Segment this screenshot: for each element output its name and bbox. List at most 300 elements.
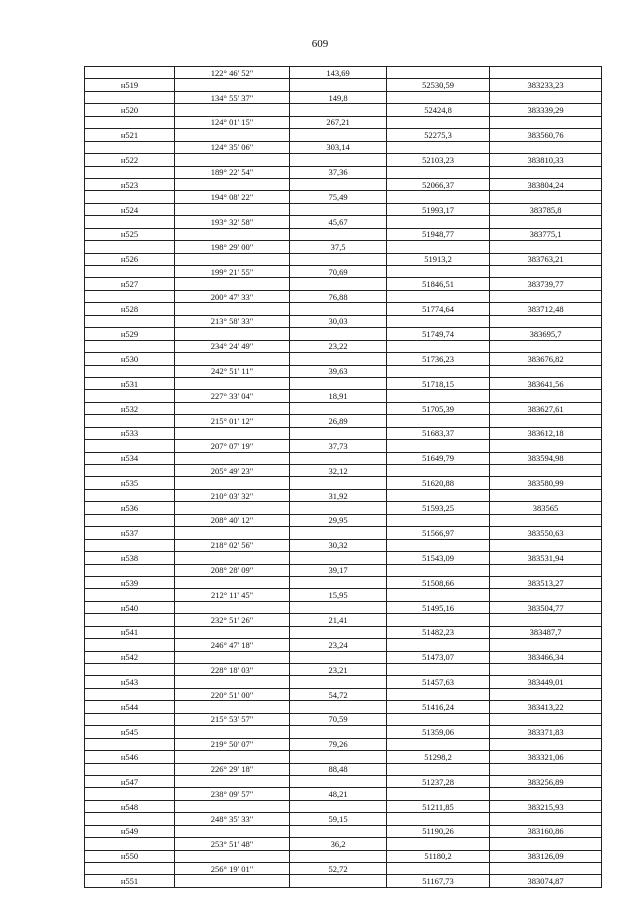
y-coordinate-cell: 383612,18 [490, 427, 602, 439]
y-coordinate-cell: 383627,61 [490, 402, 602, 414]
direction-angle-cell: 208° 28' 09" [175, 564, 290, 576]
direction-angle-cell: 219° 50' 07" [175, 738, 290, 750]
empty-cell [85, 738, 175, 750]
direction-angle-cell: 248° 35' 33" [175, 813, 290, 825]
distance-cell: 37,5 [290, 241, 387, 253]
y-coordinate-cell: 383641,56 [490, 377, 602, 389]
distance-cell: 23,22 [290, 340, 387, 352]
empty-cell [85, 639, 175, 651]
empty-cell [490, 290, 602, 302]
x-coordinate-cell: 51543,09 [387, 552, 490, 564]
empty-cell [175, 228, 290, 240]
empty-cell [387, 166, 490, 178]
empty-cell [290, 651, 387, 663]
segment-row [85, 738, 602, 750]
empty-cell [490, 813, 602, 825]
empty-cell [387, 713, 490, 725]
segment-row [85, 365, 602, 377]
y-coordinate-cell: 383775,1 [490, 228, 602, 240]
x-coordinate-cell: 52066,37 [387, 178, 490, 190]
segment-row [85, 141, 602, 153]
point-name-cell: н547 [85, 775, 175, 787]
direction-angle-cell: 228° 18' 03" [175, 664, 290, 676]
empty-cell [387, 340, 490, 352]
empty-cell [290, 129, 387, 141]
distance-cell: 303,14 [290, 141, 387, 153]
point-row [85, 601, 602, 613]
empty-cell [85, 266, 175, 278]
point-name-cell: н522 [85, 154, 175, 166]
point-name-cell: н523 [85, 178, 175, 190]
direction-angle-cell: 238° 09' 57" [175, 788, 290, 800]
point-name-cell: н550 [85, 850, 175, 862]
x-coordinate-cell: 51211,85 [387, 800, 490, 812]
empty-cell [290, 676, 387, 688]
point-name-cell: н534 [85, 452, 175, 464]
empty-cell [490, 415, 602, 427]
point-row [85, 353, 602, 365]
empty-cell [290, 203, 387, 215]
point-name-cell: н541 [85, 626, 175, 638]
y-coordinate-cell: 383160,86 [490, 825, 602, 837]
empty-cell [175, 601, 290, 613]
point-name-cell: н519 [85, 79, 175, 91]
empty-cell [387, 67, 490, 79]
point-name-cell: н549 [85, 825, 175, 837]
point-name-cell: н524 [85, 203, 175, 215]
empty-cell [387, 141, 490, 153]
y-coordinate-cell: 383810,33 [490, 154, 602, 166]
direction-angle-cell: 213° 58' 33" [175, 315, 290, 327]
empty-cell [175, 477, 290, 489]
direction-angle-cell: 134° 55' 37" [175, 91, 290, 103]
empty-cell [290, 601, 387, 613]
x-coordinate-cell: 51416,24 [387, 701, 490, 713]
empty-cell [290, 154, 387, 166]
empty-cell [387, 290, 490, 302]
y-coordinate-cell: 383215,93 [490, 800, 602, 812]
empty-cell [387, 813, 490, 825]
point-name-cell: н535 [85, 477, 175, 489]
empty-cell [290, 875, 387, 887]
point-name-cell: н529 [85, 328, 175, 340]
point-name-cell: н538 [85, 552, 175, 564]
empty-cell [387, 365, 490, 377]
y-coordinate-cell: 383785,8 [490, 203, 602, 215]
distance-cell: 70,59 [290, 713, 387, 725]
x-coordinate-cell: 51566,97 [387, 527, 490, 539]
segment-row [85, 614, 602, 626]
distance-cell: 21,41 [290, 614, 387, 626]
segment-row [85, 216, 602, 228]
segment-row [85, 838, 602, 850]
point-name-cell: н532 [85, 402, 175, 414]
distance-cell: 37,36 [290, 166, 387, 178]
distance-cell: 30,03 [290, 315, 387, 327]
point-name-cell: н544 [85, 701, 175, 713]
x-coordinate-cell: 51683,37 [387, 427, 490, 439]
empty-cell [175, 626, 290, 638]
x-coordinate-cell: 51495,16 [387, 601, 490, 613]
y-coordinate-cell: 383594,98 [490, 452, 602, 464]
point-name-cell: н540 [85, 601, 175, 613]
point-row [85, 178, 602, 190]
direction-angle-cell: 205° 49' 23" [175, 465, 290, 477]
empty-cell [387, 639, 490, 651]
direction-angle-cell: 242° 51' 11" [175, 365, 290, 377]
empty-cell [290, 104, 387, 116]
empty-cell [490, 340, 602, 352]
segment-row [85, 116, 602, 128]
point-name-cell: н539 [85, 576, 175, 588]
x-coordinate-cell: 51993,17 [387, 203, 490, 215]
empty-cell [387, 838, 490, 850]
empty-cell [290, 800, 387, 812]
empty-cell [290, 626, 387, 638]
point-row [85, 377, 602, 389]
segment-row [85, 688, 602, 700]
empty-cell [490, 315, 602, 327]
empty-cell [290, 452, 387, 464]
empty-cell [490, 67, 602, 79]
direction-angle-cell: 124° 01' 15" [175, 116, 290, 128]
point-row [85, 850, 602, 862]
distance-cell: 75,49 [290, 191, 387, 203]
segment-row [85, 166, 602, 178]
empty-cell [490, 639, 602, 651]
empty-cell [175, 800, 290, 812]
empty-cell [85, 91, 175, 103]
distance-cell: 267,21 [290, 116, 387, 128]
distance-cell: 88,48 [290, 763, 387, 775]
segment-row [85, 440, 602, 452]
y-coordinate-cell: 383256,89 [490, 775, 602, 787]
empty-cell [85, 514, 175, 526]
point-row [85, 278, 602, 290]
segment-row [85, 863, 602, 875]
empty-cell [175, 178, 290, 190]
point-name-cell: н536 [85, 502, 175, 514]
direction-angle-cell: 124° 35' 06" [175, 141, 290, 153]
direction-angle-cell: 234° 24' 49" [175, 340, 290, 352]
empty-cell [85, 315, 175, 327]
empty-cell [175, 751, 290, 763]
point-name-cell: н520 [85, 104, 175, 116]
empty-cell [290, 751, 387, 763]
empty-cell [290, 427, 387, 439]
direction-angle-cell: 256° 19' 01" [175, 863, 290, 875]
direction-angle-cell: 200° 47' 33" [175, 290, 290, 302]
empty-cell [490, 788, 602, 800]
empty-cell [175, 402, 290, 414]
direction-angle-cell: 189° 22' 54" [175, 166, 290, 178]
x-coordinate-cell: 51913,2 [387, 253, 490, 265]
y-coordinate-cell: 383804,24 [490, 178, 602, 190]
empty-cell [85, 664, 175, 676]
segment-row [85, 664, 602, 676]
segment-row [85, 564, 602, 576]
point-name-cell: н521 [85, 129, 175, 141]
empty-cell [85, 713, 175, 725]
point-row [85, 79, 602, 91]
empty-cell [490, 763, 602, 775]
empty-cell [490, 738, 602, 750]
distance-cell: 39,17 [290, 564, 387, 576]
empty-cell [175, 353, 290, 365]
empty-cell [175, 377, 290, 389]
empty-cell [175, 328, 290, 340]
direction-angle-cell: 218° 02' 56" [175, 539, 290, 551]
empty-cell [490, 91, 602, 103]
distance-cell: 70,69 [290, 266, 387, 278]
distance-cell: 15,95 [290, 589, 387, 601]
segment-row [85, 390, 602, 402]
empty-cell [290, 552, 387, 564]
distance-cell: 54,72 [290, 688, 387, 700]
empty-cell [290, 477, 387, 489]
distance-cell: 36,2 [290, 838, 387, 850]
empty-cell [490, 365, 602, 377]
empty-cell [175, 552, 290, 564]
segment-row [85, 589, 602, 601]
empty-cell [85, 838, 175, 850]
empty-cell [175, 104, 290, 116]
direction-angle-cell: 215° 53' 57" [175, 713, 290, 725]
empty-cell [175, 875, 290, 887]
empty-cell [175, 427, 290, 439]
empty-cell [387, 440, 490, 452]
point-name-cell: н531 [85, 377, 175, 389]
empty-cell [85, 788, 175, 800]
segment-row [85, 315, 602, 327]
segment-row [85, 340, 602, 352]
empty-cell [290, 402, 387, 414]
point-name-cell: н528 [85, 303, 175, 315]
point-name-cell: н546 [85, 751, 175, 763]
point-name-cell: н542 [85, 651, 175, 663]
empty-cell [290, 278, 387, 290]
direction-angle-cell: 246° 47' 18" [175, 639, 290, 651]
empty-cell [387, 863, 490, 875]
empty-cell [490, 489, 602, 501]
x-coordinate-cell: 51749,74 [387, 328, 490, 340]
empty-cell [490, 216, 602, 228]
direction-angle-cell: 227° 33' 04" [175, 390, 290, 402]
x-coordinate-cell: 51190,26 [387, 825, 490, 837]
empty-cell [387, 415, 490, 427]
x-coordinate-cell: 51705,39 [387, 402, 490, 414]
x-coordinate-cell: 51774,64 [387, 303, 490, 315]
segment-row [85, 788, 602, 800]
empty-cell [290, 701, 387, 713]
empty-cell [175, 576, 290, 588]
empty-cell [85, 863, 175, 875]
x-coordinate-cell: 51948,77 [387, 228, 490, 240]
empty-cell [85, 614, 175, 626]
y-coordinate-cell: 383763,21 [490, 253, 602, 265]
empty-cell [290, 303, 387, 315]
empty-cell [387, 664, 490, 676]
empty-cell [387, 191, 490, 203]
distance-cell: 32,12 [290, 465, 387, 477]
direction-angle-cell: 193° 32' 58" [175, 216, 290, 228]
empty-cell [85, 290, 175, 302]
empty-cell [85, 191, 175, 203]
empty-cell [175, 775, 290, 787]
distance-cell: 143,69 [290, 67, 387, 79]
point-row [85, 751, 602, 763]
coordinates-table [84, 66, 602, 888]
point-name-cell: н545 [85, 726, 175, 738]
point-row [85, 129, 602, 141]
point-name-cell: н533 [85, 427, 175, 439]
empty-cell [387, 688, 490, 700]
empty-cell [290, 775, 387, 787]
x-coordinate-cell: 51237,28 [387, 775, 490, 787]
empty-cell [387, 589, 490, 601]
segment-row [85, 191, 602, 203]
y-coordinate-cell: 383487,7 [490, 626, 602, 638]
empty-cell [290, 825, 387, 837]
empty-cell [290, 253, 387, 265]
direction-angle-cell: 208° 40' 12" [175, 514, 290, 526]
direction-angle-cell: 220° 51' 00" [175, 688, 290, 700]
empty-cell [490, 390, 602, 402]
empty-cell [387, 266, 490, 278]
empty-cell [290, 79, 387, 91]
x-coordinate-cell: 52530,59 [387, 79, 490, 91]
x-coordinate-cell: 51508,66 [387, 576, 490, 588]
y-coordinate-cell: 383531,94 [490, 552, 602, 564]
x-coordinate-cell: 51359,06 [387, 726, 490, 738]
x-coordinate-cell: 52424,8 [387, 104, 490, 116]
point-row [85, 502, 602, 514]
empty-cell [85, 166, 175, 178]
distance-cell: 23,24 [290, 639, 387, 651]
distance-cell: 45,67 [290, 216, 387, 228]
empty-cell [85, 141, 175, 153]
empty-cell [85, 688, 175, 700]
distance-cell: 30,32 [290, 539, 387, 551]
empty-cell [85, 539, 175, 551]
empty-cell [85, 440, 175, 452]
page-number: 609 [311, 38, 329, 50]
empty-cell [85, 589, 175, 601]
empty-cell [85, 216, 175, 228]
x-coordinate-cell: 52103,23 [387, 154, 490, 166]
point-row [85, 253, 602, 265]
direction-angle-cell: 210° 03' 32" [175, 489, 290, 501]
empty-cell [387, 315, 490, 327]
empty-cell [387, 116, 490, 128]
empty-cell [490, 465, 602, 477]
segment-row [85, 465, 602, 477]
segment-row [85, 514, 602, 526]
coordinates-table-body [85, 67, 602, 888]
distance-cell: 18,91 [290, 390, 387, 402]
empty-cell [175, 651, 290, 663]
y-coordinate-cell: 383695,7 [490, 328, 602, 340]
distance-cell: 79,26 [290, 738, 387, 750]
segment-row [85, 489, 602, 501]
empty-cell [85, 564, 175, 576]
direction-angle-cell: 212° 11' 45" [175, 589, 290, 601]
distance-cell: 52,72 [290, 863, 387, 875]
empty-cell [175, 726, 290, 738]
point-row [85, 825, 602, 837]
empty-cell [490, 266, 602, 278]
point-row [85, 701, 602, 713]
empty-cell [290, 328, 387, 340]
empty-cell [387, 564, 490, 576]
distance-cell: 26,89 [290, 415, 387, 427]
empty-cell [290, 228, 387, 240]
direction-angle-cell: 253° 51' 48" [175, 838, 290, 850]
x-coordinate-cell: 51457,63 [387, 676, 490, 688]
empty-cell [387, 465, 490, 477]
distance-cell: 31,92 [290, 489, 387, 501]
y-coordinate-cell: 383413,22 [490, 701, 602, 713]
empty-cell [175, 154, 290, 166]
direction-angle-cell: 226° 29' 18" [175, 763, 290, 775]
y-coordinate-cell: 383074,87 [490, 875, 602, 887]
empty-cell [387, 91, 490, 103]
segment-row [85, 813, 602, 825]
y-coordinate-cell: 383339,29 [490, 104, 602, 116]
empty-cell [490, 713, 602, 725]
empty-cell [85, 67, 175, 79]
segment-row [85, 639, 602, 651]
empty-cell [85, 390, 175, 402]
point-row [85, 552, 602, 564]
empty-cell [85, 415, 175, 427]
empty-cell [85, 365, 175, 377]
empty-cell [387, 514, 490, 526]
point-row [85, 203, 602, 215]
empty-cell [290, 576, 387, 588]
empty-cell [490, 614, 602, 626]
point-row [85, 651, 602, 663]
empty-cell [490, 241, 602, 253]
empty-cell [175, 502, 290, 514]
y-coordinate-cell: 383449,01 [490, 676, 602, 688]
point-row [85, 576, 602, 588]
point-name-cell: н526 [85, 253, 175, 265]
empty-cell [490, 440, 602, 452]
point-row [85, 228, 602, 240]
point-row [85, 527, 602, 539]
empty-cell [175, 253, 290, 265]
direction-angle-cell: 215° 01' 12" [175, 415, 290, 427]
direction-angle-cell: 199° 21' 55" [175, 266, 290, 278]
point-row [85, 477, 602, 489]
empty-cell [85, 241, 175, 253]
empty-cell [490, 141, 602, 153]
empty-cell [490, 191, 602, 203]
y-coordinate-cell: 383580,99 [490, 477, 602, 489]
empty-cell [175, 676, 290, 688]
empty-cell [290, 178, 387, 190]
y-coordinate-cell: 383550,63 [490, 527, 602, 539]
empty-cell [490, 539, 602, 551]
point-row [85, 800, 602, 812]
point-name-cell: н530 [85, 353, 175, 365]
empty-cell [290, 850, 387, 862]
direction-angle-cell: 194° 08' 22" [175, 191, 290, 203]
y-coordinate-cell: 383739,77 [490, 278, 602, 290]
empty-cell [85, 116, 175, 128]
empty-cell [290, 353, 387, 365]
